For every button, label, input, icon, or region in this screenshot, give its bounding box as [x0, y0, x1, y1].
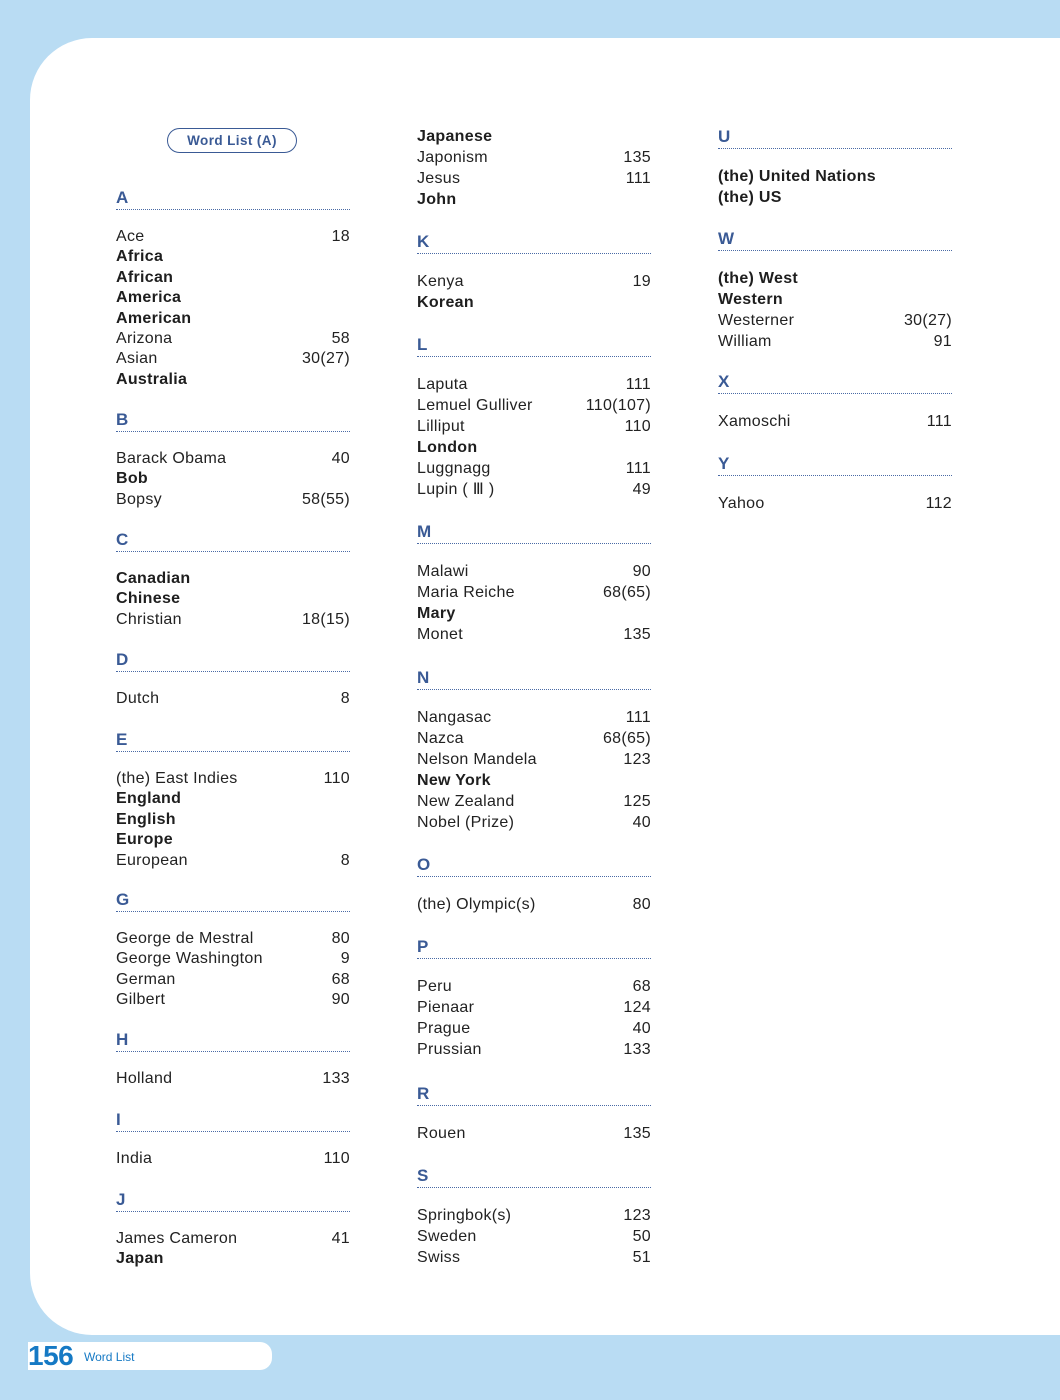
entry-list: [116, 769, 350, 871]
entry-term: Kenya: [417, 273, 464, 290]
entry-term: European: [116, 851, 188, 869]
section-letter: R: [417, 1084, 430, 1103]
entry-term: Bob: [116, 470, 149, 488]
index-entry: [116, 851, 350, 871]
entry-term: Gilbert: [116, 991, 166, 1009]
entry-term: Korean: [417, 294, 474, 311]
index-entry: [116, 227, 350, 247]
entry-term: Luggnagg: [417, 460, 491, 477]
entry-term: Holland: [116, 1070, 173, 1087]
entry-term: Xamoschi: [718, 413, 791, 430]
index-entry: [417, 437, 651, 458]
entry-list: [417, 1123, 651, 1144]
index-entry: [417, 561, 651, 582]
index-entry: [116, 1149, 350, 1169]
entry-page: 111: [625, 170, 651, 187]
entry-page: 80: [632, 896, 651, 913]
entry-term: Sweden: [417, 1228, 477, 1245]
section-w: [718, 230, 952, 352]
entry-term: Western: [718, 291, 783, 308]
section-letter: S: [417, 1166, 429, 1185]
entry-page: 30(27): [903, 312, 952, 329]
index-entry: [417, 126, 651, 147]
index-entry: [116, 1249, 350, 1269]
index-entry: [417, 894, 651, 915]
entry-term: Springbok(s): [417, 1207, 512, 1224]
entry-term: Nazca: [417, 730, 464, 747]
section-letter: N: [417, 668, 430, 687]
entry-page: 49: [632, 481, 651, 498]
index-entry: [417, 749, 651, 770]
entry-page: 111: [926, 413, 952, 430]
entry-page: 111: [625, 460, 651, 477]
dotted-divider: [417, 876, 651, 877]
index-entry: [116, 689, 350, 709]
word-list-title: Word List (A): [167, 128, 297, 153]
entry-page: 110: [323, 1150, 350, 1167]
entry-page: 40: [632, 814, 651, 831]
entry-term: Laputa: [417, 376, 468, 393]
entry-list: [417, 561, 651, 645]
index-entry: [116, 929, 350, 949]
entry-list: [116, 1149, 350, 1169]
index-entry: [417, 770, 651, 791]
index-entry: [417, 147, 651, 168]
section-d: [116, 651, 350, 709]
section-letter: P: [417, 937, 429, 956]
index-entry: [116, 589, 350, 609]
entry-term: New York: [417, 772, 491, 789]
entry-term: America: [116, 289, 182, 307]
section-letter: G: [116, 890, 130, 909]
entry-page: 68: [331, 970, 350, 988]
entry-list: [417, 707, 651, 833]
section-k: [417, 233, 651, 313]
entry-term: Lupin ( Ⅲ ): [417, 481, 495, 498]
index-entry: [417, 707, 651, 728]
entry-page: 125: [623, 793, 651, 810]
index-entry: [417, 1039, 651, 1060]
index-entry: [116, 309, 350, 329]
index-entry: [116, 810, 350, 830]
index-entry: [718, 187, 952, 208]
entry-term: Arizona: [116, 329, 173, 347]
section-g: [116, 891, 350, 1011]
section-b: [116, 411, 350, 510]
entry-term: Ace: [116, 228, 145, 245]
section-y: [718, 455, 952, 514]
entry-term: Dutch: [116, 690, 160, 707]
entry-page: 58: [331, 329, 350, 347]
entry-term: Malawi: [417, 563, 469, 580]
index-entry: [116, 1069, 350, 1089]
dotted-divider: [417, 689, 651, 690]
entry-term: American: [116, 309, 192, 327]
entry-term: Japanese: [417, 128, 493, 145]
entry-list: [417, 374, 651, 500]
entry-page: 90: [331, 991, 350, 1009]
entry-term: Bopsy: [116, 490, 162, 508]
entry-page: 133: [322, 1070, 350, 1087]
section-letter: I: [116, 1110, 122, 1129]
entry-term: Nobel (Prize): [417, 814, 515, 831]
entry-term: Prague: [417, 1020, 471, 1037]
entry-page: 123: [623, 1207, 651, 1224]
entry-list: [116, 449, 350, 510]
section-letter: J: [116, 1190, 126, 1209]
index-entry: [718, 493, 952, 514]
index-entry: [417, 271, 651, 292]
entry-list: [718, 166, 952, 208]
entry-term: English: [116, 810, 176, 828]
entry-page: 40: [632, 1020, 651, 1037]
entry-page: 58(55): [301, 490, 350, 508]
section-l: [417, 336, 651, 500]
entry-term: Yahoo: [718, 495, 765, 512]
section-letter: A: [116, 188, 129, 207]
entry-page: 135: [623, 149, 651, 166]
index-entry: [417, 1247, 651, 1268]
index-entry: [417, 168, 651, 189]
entry-list: [116, 569, 350, 630]
index-entry: [116, 247, 350, 267]
entry-page: 30(27): [301, 350, 350, 368]
section-o: [417, 856, 651, 915]
section-i: [116, 1111, 350, 1169]
entry-page: 50: [632, 1228, 651, 1245]
section-letter: W: [718, 229, 735, 248]
entry-term: (the) Olympic(s): [417, 896, 536, 913]
index-entry: [718, 411, 952, 432]
entry-page: 18: [331, 228, 350, 245]
section-p: [417, 938, 651, 1060]
section-letter: X: [718, 372, 730, 391]
entry-term: Canadian: [116, 570, 191, 587]
entry-page: 133: [623, 1041, 651, 1058]
entry-term: Rouen: [417, 1125, 466, 1142]
dotted-divider: [116, 1051, 350, 1052]
dotted-divider: [116, 551, 350, 552]
entry-term: (the) West: [718, 270, 799, 287]
entry-term: England: [116, 790, 182, 808]
index-entry: [417, 189, 651, 210]
entry-term: (the) East Indies: [116, 770, 238, 787]
section-u: [718, 128, 952, 208]
entry-term: Nelson Mandela: [417, 751, 537, 768]
index-entry: [116, 490, 350, 510]
section-letter: K: [417, 232, 430, 251]
index-entry: [417, 624, 651, 645]
entry-term: Australia: [116, 370, 188, 388]
index-entry: [116, 1229, 350, 1249]
entry-term: Jesus: [417, 170, 461, 187]
section-letter: M: [417, 522, 432, 541]
section-letter: D: [116, 650, 129, 669]
section-letter: L: [417, 335, 428, 354]
section-x: [718, 373, 952, 432]
index-entry: [417, 791, 651, 812]
entry-term: James Cameron: [116, 1230, 238, 1247]
index-entry: [417, 728, 651, 749]
section-letter: O: [417, 855, 431, 874]
entry-term: Maria Reiche: [417, 584, 515, 601]
section-letter: U: [718, 127, 731, 146]
index-entry: [116, 970, 350, 990]
section-letter: Y: [718, 454, 730, 473]
entry-term: Prussian: [417, 1041, 482, 1058]
section-m: [417, 523, 651, 645]
section-s: [417, 1167, 651, 1268]
footer-label: Word List: [84, 1350, 135, 1364]
index-entry: [417, 1123, 651, 1144]
index-entry: [417, 1205, 651, 1226]
entry-page: 110: [624, 418, 651, 435]
dotted-divider: [417, 1187, 651, 1188]
entry-term: William: [718, 333, 772, 350]
entry-page: 8: [340, 690, 350, 707]
section-r: [417, 1085, 651, 1144]
index-entry: [718, 289, 952, 310]
entry-term: Asian: [116, 350, 158, 368]
dotted-divider: [417, 543, 651, 544]
index-entry: [116, 370, 350, 390]
entry-list: [116, 1069, 350, 1089]
entry-term: African: [116, 268, 174, 286]
dotted-divider: [116, 751, 350, 752]
section-continued: [417, 126, 651, 210]
entry-page: 9: [340, 950, 350, 968]
index-entry: [718, 310, 952, 331]
index-entry: [417, 395, 651, 416]
index-entry: [417, 458, 651, 479]
index-entry: [116, 789, 350, 809]
dotted-divider: [116, 431, 350, 432]
entry-term: (the) United Nations: [718, 168, 876, 185]
index-entry: [417, 1018, 651, 1039]
index-entry: [417, 292, 651, 313]
entry-page: 8: [340, 851, 350, 869]
entry-page: 135: [623, 1125, 651, 1142]
dotted-divider: [718, 475, 952, 476]
entry-page: 112: [925, 495, 952, 512]
entry-term: (the) US: [718, 189, 782, 206]
entry-page: 110: [323, 770, 350, 787]
entry-term: John: [417, 191, 457, 208]
footer-page-tab: [28, 1342, 272, 1370]
dotted-divider: [718, 148, 952, 149]
section-c: [116, 531, 350, 630]
dotted-divider: [116, 209, 350, 210]
index-entry: [718, 331, 952, 352]
entry-page: 135: [623, 626, 651, 643]
entry-list: [417, 1205, 651, 1268]
entry-term: India: [116, 1150, 153, 1167]
entry-list: [718, 268, 952, 352]
entry-term: George Washington: [116, 950, 263, 968]
entry-list: [116, 227, 350, 390]
dotted-divider: [718, 393, 952, 394]
entry-page: 18(15): [301, 610, 350, 628]
index-entry: [718, 268, 952, 289]
index-entry: [417, 479, 651, 500]
entry-list: [417, 271, 651, 313]
entry-term: Europe: [116, 831, 173, 849]
index-entry: [116, 449, 350, 469]
entry-term: Barack Obama: [116, 450, 227, 467]
dotted-divider: [417, 1105, 651, 1106]
entry-list: [116, 689, 350, 709]
index-entry: [417, 1226, 651, 1247]
index-entry: [116, 268, 350, 288]
entry-page: 41: [331, 1230, 350, 1247]
entry-term: Swiss: [417, 1249, 461, 1266]
index-entry: [116, 569, 350, 589]
entry-list: [116, 929, 350, 1011]
entry-list: [116, 1229, 350, 1270]
entry-term: New Zealand: [417, 793, 515, 810]
page-number: 156: [28, 1340, 74, 1371]
index-entry: [116, 769, 350, 789]
entry-term: George de Mestral: [116, 930, 254, 947]
entry-term: Africa: [116, 248, 164, 266]
section-letter: H: [116, 1030, 129, 1049]
entry-page: 51: [632, 1249, 651, 1266]
entry-page: 110(107): [585, 397, 651, 414]
index-entry: [116, 469, 350, 489]
entry-page: 90: [632, 563, 651, 580]
entry-list: [417, 126, 651, 210]
dotted-divider: [116, 671, 350, 672]
section-e: [116, 731, 350, 871]
entry-term: Chinese: [116, 590, 181, 608]
section-letter: B: [116, 410, 129, 429]
index-entry: [116, 288, 350, 308]
entry-term: Lilliput: [417, 418, 465, 435]
dotted-divider: [116, 1131, 350, 1132]
index-entry: [417, 603, 651, 624]
dotted-divider: [417, 958, 651, 959]
entry-list: [718, 493, 952, 514]
entry-list: [417, 976, 651, 1060]
entry-term: Nangasac: [417, 709, 492, 726]
entry-term: Westerner: [718, 312, 795, 329]
entry-page: 111: [625, 376, 651, 393]
dotted-divider: [417, 253, 651, 254]
dotted-divider: [116, 1211, 350, 1212]
entry-term: Mary: [417, 605, 456, 622]
section-j: [116, 1191, 350, 1270]
section-a: [116, 189, 350, 390]
entry-page: 80: [331, 930, 350, 947]
index-entry: [116, 349, 350, 369]
entry-page: 19: [632, 273, 651, 290]
index-entry: [417, 416, 651, 437]
entry-page: 68: [632, 978, 651, 995]
entry-term: German: [116, 970, 176, 988]
entry-page: 124: [623, 999, 651, 1016]
index-entry: [116, 830, 350, 850]
entry-page: 68(65): [602, 584, 651, 601]
index-entry: [718, 166, 952, 187]
entry-term: London: [417, 439, 478, 456]
index-entry: [417, 582, 651, 603]
dotted-divider: [417, 356, 651, 357]
entry-term: Lemuel Gulliver: [417, 397, 533, 414]
entry-term: Christian: [116, 610, 182, 628]
dotted-divider: [718, 250, 952, 251]
index-entry: [116, 990, 350, 1010]
section-letter: E: [116, 730, 128, 749]
entry-list: [718, 411, 952, 432]
section-letter: C: [116, 530, 129, 549]
entry-page: 68(65): [602, 730, 651, 747]
entry-term: Pienaar: [417, 999, 475, 1016]
section-n: [417, 669, 651, 833]
index-entry: [417, 976, 651, 997]
section-h: [116, 1031, 350, 1089]
entry-page: 123: [623, 751, 651, 768]
entry-page: 111: [625, 709, 651, 726]
index-entry: [116, 610, 350, 630]
entry-list: [417, 894, 651, 915]
index-entry: [417, 374, 651, 395]
entry-term: Peru: [417, 978, 452, 995]
entry-page: 40: [331, 450, 350, 467]
index-entry: [116, 949, 350, 969]
entry-term: Japan: [116, 1250, 164, 1268]
index-entry: [417, 997, 651, 1018]
entry-page: 91: [933, 333, 952, 350]
entry-term: Monet: [417, 626, 463, 643]
index-entry: [417, 812, 651, 833]
dotted-divider: [116, 911, 350, 912]
index-entry: [116, 329, 350, 349]
entry-term: Japonism: [417, 149, 488, 166]
